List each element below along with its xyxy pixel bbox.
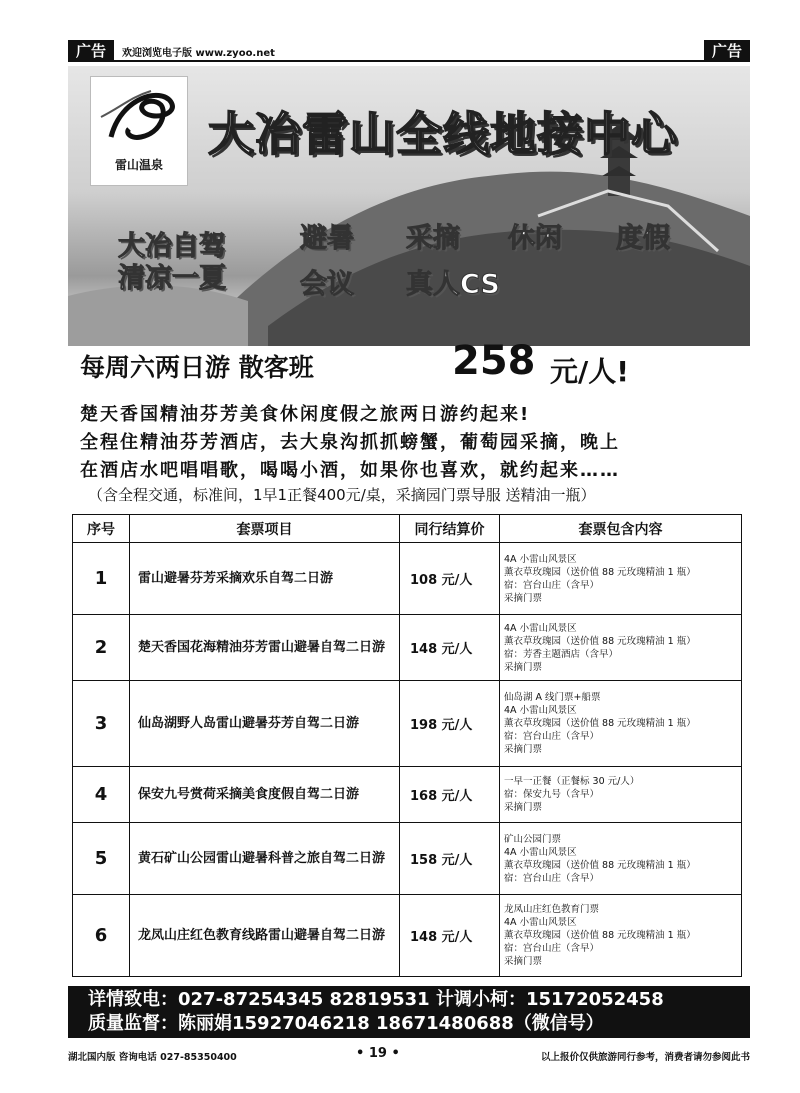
include-item: 4A 小雷山风景区	[504, 553, 577, 565]
row-name: 雷山避暑芬芳采摘欢乐自驾二日游	[130, 543, 400, 615]
row-includes	[500, 823, 742, 895]
header-price: 同行结算价	[400, 515, 500, 543]
table-row	[73, 823, 742, 895]
include-item: 一早一正餐（正餐标 30 元/人）	[504, 776, 640, 787]
include-item: 采摘门票	[504, 802, 543, 813]
tag-live-cs: 真人CS	[406, 269, 500, 300]
include-item: 宿：宫台山庄（含早）	[504, 943, 600, 954]
top-ad-bar	[68, 40, 750, 62]
hero-banner	[68, 66, 750, 346]
table-row	[73, 543, 742, 615]
row-no: 4	[73, 767, 130, 823]
description-line-1: 楚天香国精油芬芳美食休闲度假之旅两日游约起来!	[80, 404, 531, 425]
row-name: 楚天香国花海精油芬芳雷山避暑自驾二日游	[130, 615, 400, 681]
header-includes: 套票包含内容	[500, 515, 742, 543]
tag-leisure: 休闲	[508, 223, 562, 254]
row-includes	[500, 615, 742, 681]
tag-summer-retreat: 避暑	[300, 223, 354, 254]
row-name: 仙岛湖野人岛雷山避暑芬芳自驾二日游	[130, 681, 400, 767]
footer	[68, 1046, 750, 1064]
row-name: 黄石矿山公园雷山避暑科普之旅自驾二日游	[130, 823, 400, 895]
table-row	[73, 681, 742, 767]
include-item: 矿山公园门票	[504, 833, 562, 845]
row-no: 2	[73, 615, 130, 681]
row-price: 168 元/人	[400, 767, 500, 823]
include-item: 采摘门票	[504, 592, 543, 604]
include-item: 4A 小雷山风景区	[504, 917, 577, 928]
offer-headline: 每周六两日游 散客班	[80, 353, 314, 382]
row-includes	[500, 767, 742, 823]
include-item: 薰衣草玫瑰园（送价值 88 元玫瑰精油 1 瓶）	[504, 930, 696, 941]
tag-meeting: 会议	[300, 269, 354, 300]
row-no: 6	[73, 895, 130, 977]
page-number: • 19 •	[356, 1046, 400, 1061]
row-name: 保安九号赏荷采摘美食度假自驾二日游	[130, 767, 400, 823]
tag-vacation: 度假	[616, 223, 670, 254]
include-item: 4A 小雷山风景区	[504, 705, 577, 716]
ad-label-right: 广告	[704, 40, 750, 62]
row-price: 108 元/人	[400, 543, 500, 615]
table-row	[73, 895, 742, 977]
tag-picking: 采摘	[406, 223, 460, 254]
footer-edition: 湖北国内版 咨询电话 027-85350400	[68, 1052, 237, 1063]
package-table	[72, 514, 742, 977]
offer-price: 258	[452, 338, 536, 384]
include-item: 采摘门票	[504, 956, 543, 967]
logo-swirl-icon	[91, 77, 189, 157]
include-item: 采摘门票	[504, 744, 543, 755]
row-price: 198 元/人	[400, 681, 500, 767]
table-row	[73, 767, 742, 823]
tag-cool-summer: 清凉一夏	[118, 263, 226, 294]
include-item: 4A 小雷山风景区	[504, 622, 577, 634]
ad-label-left: 广告	[68, 40, 114, 62]
include-item: 宿：宫台山庄（含早）	[504, 731, 600, 742]
row-includes	[500, 543, 742, 615]
row-price: 148 元/人	[400, 615, 500, 681]
row-price: 158 元/人	[400, 823, 500, 895]
contact-line-2: 质量监督：陈丽娟15927046218 18671480688（微信号）	[88, 1013, 604, 1034]
row-includes	[500, 681, 742, 767]
top-divider	[68, 60, 750, 62]
contact-bar	[68, 986, 750, 1038]
include-item: 薰衣草玫瑰园（送价值 88 元玫瑰精油 1 瓶）	[504, 566, 696, 578]
include-item: 薰衣草玫瑰园（送价值 88 元玫瑰精油 1 瓶）	[504, 718, 696, 729]
tag-self-drive: 大冶自驾	[118, 231, 226, 262]
include-item: 龙凤山庄红色教育门票	[504, 904, 600, 915]
logo-text: 雷山温泉	[114, 158, 163, 172]
include-item: 宿：宫台山庄（含早）	[504, 872, 600, 884]
description-note: （含全程交通，标准间，1早1正餐400元/桌，采摘园门票导服 送精油一瓶）	[88, 486, 596, 504]
row-name: 龙凤山庄红色教育线路雷山避暑自驾二日游	[130, 895, 400, 977]
include-item: 宿：宫台山庄（含早）	[504, 579, 600, 591]
description-line-3: 在酒店水吧唱唱歌，喝喝小酒，如果你也喜欢，就约起来……	[80, 460, 620, 481]
include-item: 宿：保安九号（含早）	[504, 789, 600, 800]
include-item: 薰衣草玫瑰园（送价值 88 元玫瑰精油 1 瓶）	[504, 635, 696, 647]
table-row	[73, 615, 742, 681]
footer-disclaimer: 以上报价仅供旅游同行参考，消费者请勿参阅此书	[540, 1052, 750, 1063]
row-no: 3	[73, 681, 130, 767]
description-line-2: 全程住精油芬芳酒店，去大泉沟抓抓螃蟹，葡萄园采摘，晚上	[80, 432, 620, 453]
header-package: 套票项目	[130, 515, 400, 543]
offer-price-unit: 元/人!	[550, 355, 629, 388]
contact-line-1: 详情致电：027-87254345 82819531 计调小柯：15172052458	[88, 989, 664, 1010]
header-no: 序号	[73, 515, 130, 543]
include-item: 宿：芳香主题酒店（含早）	[504, 648, 619, 660]
row-no: 1	[73, 543, 130, 615]
row-price: 148 元/人	[400, 895, 500, 977]
include-item: 仙岛湖 A 线门票+船票	[504, 692, 601, 703]
table-header-row	[73, 515, 742, 543]
main-title: 大冶雷山全线地接中心	[208, 107, 678, 161]
welcome-text: 欢迎浏览电子版 www.zyoo.net	[122, 48, 275, 59]
row-no: 5	[73, 823, 130, 895]
include-item: 采摘门票	[504, 661, 543, 673]
logo	[90, 76, 188, 186]
include-item: 4A 小雷山风景区	[504, 846, 577, 858]
include-item: 薰衣草玫瑰园（送价值 88 元玫瑰精油 1 瓶）	[504, 859, 696, 871]
row-includes	[500, 895, 742, 977]
